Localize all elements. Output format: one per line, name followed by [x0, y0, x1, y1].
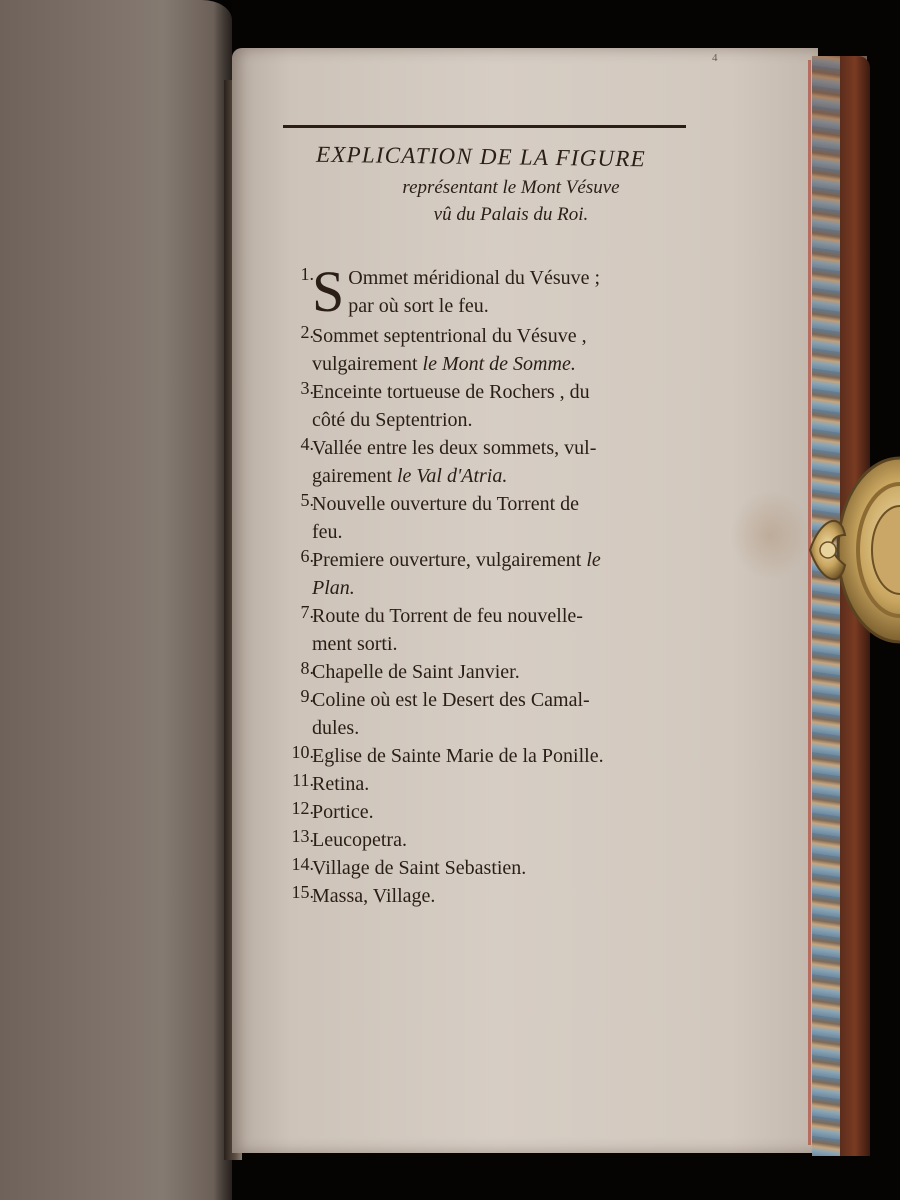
item-text [280, 882, 700, 910]
item-text [280, 798, 700, 826]
item-number: 3. [300, 378, 314, 398]
item-number: 13. [291, 826, 314, 846]
item-line-1: Coline où est le Desert des Camal- [312, 689, 590, 711]
item-text [280, 826, 700, 854]
item-text [280, 490, 700, 546]
list-item [280, 854, 700, 882]
item-line-1-italic: le [586, 549, 601, 571]
item-line-1: Retina. [312, 773, 370, 795]
drop-cap: S [312, 259, 345, 324]
item-number: 1. [300, 264, 314, 284]
page-title: EXPLICATION DE LA FIGURE [315, 141, 647, 172]
list-item [280, 434, 700, 490]
item-number: 15. [291, 882, 314, 902]
item-line-1: Chapelle de Saint Janvier. [312, 661, 520, 683]
item-line-2-italic: le Mont de Somme. [422, 353, 576, 375]
list-item [280, 686, 700, 742]
page-subtitle-line1: représentant le Mont Vésuve [402, 177, 620, 198]
item-line-2-italic: Plan. [312, 577, 355, 599]
item-number: 7. [300, 602, 314, 622]
list-item [280, 658, 700, 686]
title-block [275, 140, 687, 228]
item-line-1: Massa, Village. [312, 885, 436, 907]
item-line-2: par où sort le feu. [348, 295, 489, 317]
item-line-2-italic: le Val d'Atria. [396, 465, 508, 487]
item-text [280, 686, 700, 742]
item-line-1: Village de Saint Sebastien. [312, 857, 527, 879]
item-number: 4. [300, 434, 314, 454]
item-number: 10. [291, 742, 314, 762]
list-item [280, 742, 700, 770]
legend-list [280, 259, 700, 910]
left-page [0, 0, 232, 1200]
list-item [280, 770, 700, 798]
item-text [280, 434, 700, 490]
page-subtitle-line2: vû du Palais du Roi. [433, 204, 589, 225]
item-number: 8. [300, 658, 314, 678]
item-line-2: côté du Septentrion. [312, 409, 473, 431]
item-text [280, 378, 700, 434]
header-rule [283, 125, 686, 128]
item-text [280, 658, 700, 686]
item-number: 5. [300, 490, 314, 510]
item-line-1: Leucopetra. [312, 829, 407, 851]
item-text [280, 770, 700, 798]
item-text [280, 854, 700, 882]
item-text [280, 259, 700, 324]
item-number: 2. [300, 322, 314, 342]
item-text [280, 602, 700, 658]
item-number: 9. [300, 686, 314, 706]
list-item [280, 882, 700, 910]
item-line-1: Premiere ouverture, vulgairement [312, 549, 587, 571]
list-item [280, 322, 700, 378]
list-item [280, 826, 700, 854]
list-item [280, 546, 700, 602]
page-corner-mark: 4 [712, 52, 718, 64]
item-line-1: Eglise de Sainte Marie de la Ponille. [312, 745, 604, 767]
item-number: 12. [291, 798, 314, 818]
item-text [280, 322, 700, 378]
item-line-1: Portice. [312, 801, 374, 823]
list-item [280, 602, 700, 658]
item-line-1: Sommet septentrional du Vésuve , [312, 325, 587, 347]
item-line-2: dules. [312, 717, 360, 739]
list-item [280, 798, 700, 826]
item-line-1: Nouvelle ouverture du Torrent de [312, 493, 580, 515]
item-line-2: ment sorti. [312, 633, 398, 655]
list-item [280, 378, 700, 434]
item-text [280, 742, 700, 770]
list-item [280, 259, 700, 324]
item-line-1: Vallée entre les deux sommets, vul- [312, 437, 597, 459]
list-item [280, 490, 700, 546]
item-line-2: gairement [312, 465, 397, 487]
item-line-1: Enceinte tortueuse de Rochers , du [312, 381, 590, 403]
item-line-2: vulgairement [312, 353, 423, 375]
item-line-1: Ommet méridional du Vésuve ; [348, 267, 601, 289]
item-number: 6. [300, 546, 314, 566]
item-line-2: feu. [312, 521, 343, 543]
paper-stain [730, 490, 810, 580]
brass-clasp-ornament [800, 440, 900, 660]
item-number: 14. [291, 854, 314, 874]
item-line-1: Route du Torrent de feu nouvelle- [312, 605, 583, 627]
item-text [280, 546, 700, 602]
item-number: 11. [292, 770, 314, 790]
